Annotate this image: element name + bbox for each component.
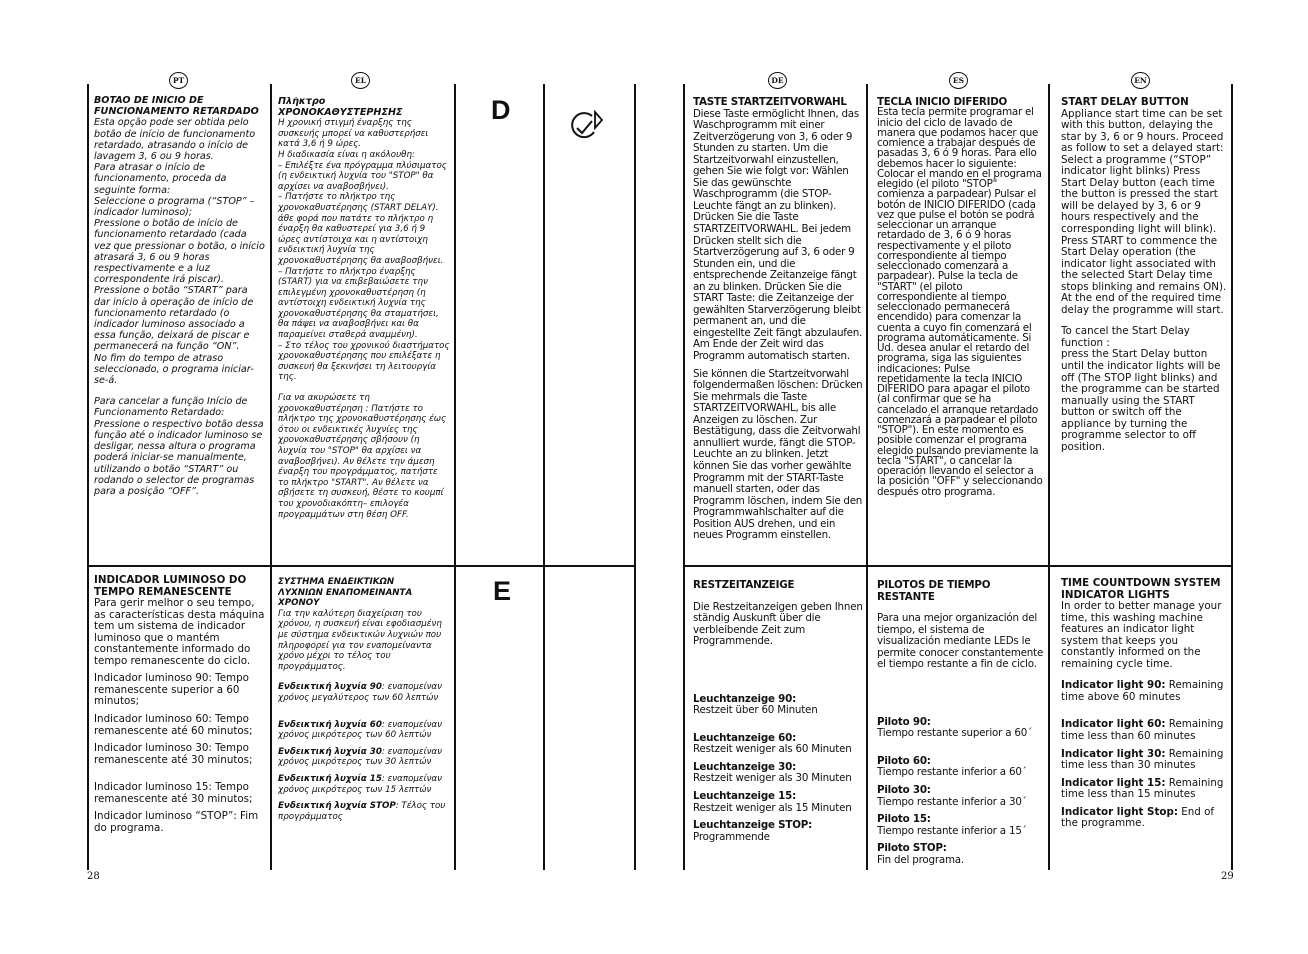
es-light-15-label: Piloto 15: — [877, 813, 931, 826]
es-countdown-section — [877, 580, 1045, 870]
de-light-stop-text: Programmende — [693, 830, 770, 843]
pt-countdown-title-2: TEMPO REMANESCENTE — [94, 585, 232, 598]
en-countdown-title-1: TIME COUNTDOWN SYSTEM — [1061, 578, 1221, 589]
es-light-90-text: Tiempo restante superior a 60´ — [877, 727, 1033, 740]
el-light-90-label: Ενδεικτική λυχνία 90 — [278, 682, 382, 693]
en-delay-p5: To cancel the Start Delay function : — [1061, 325, 1190, 349]
pt-countdown-p1: Para gerir melhor o seu tempo, as características desta máquina tem um sistema de indicador luminoso que o mantém constantemente informado do tempo remanescente do ciclo. — [94, 597, 265, 667]
pt-countdown-title-1: INDICADOR LUMINOSO DO — [94, 575, 247, 586]
rule-el-sec — [454, 84, 456, 870]
rule-right-en — [1231, 84, 1233, 870]
el-delay-p2: Η διαδικασία είναι η ακόλουθη: — [278, 149, 415, 160]
page-number-left: 28 — [87, 871, 100, 882]
es-light-15-text: Tiempo restante inferior a 15´ — [877, 824, 1027, 837]
de-countdown-title: RESTZEITANZEIGE — [693, 580, 795, 591]
el-delay-section — [278, 97, 450, 563]
start-delay-clock-icon — [568, 108, 606, 144]
en-light-15-label: Indicator light 15: — [1061, 776, 1166, 789]
el-light-60-label: Ενδεικτική λυχνία 60 — [278, 719, 382, 730]
el-countdown-p1: Για την καλύτερη διαχείριση του χρόνου, η συσκευή είναι εφοδιασμένη με σύστημα ενδεικτικών λυχνιών που πληροφορεί για τον εναπομείναντα χρόνο μέχρι το τέλος του προγράμματος. — [278, 608, 442, 672]
el-delay-title-1: Πλήκτρο — [278, 97, 326, 107]
pt-delay-p7: Para cancelar a função Início de Funcionamento Retardado: Pressione o respectivo botão dessa função até o indicador luminoso se desligar, nessa altura o programa poderá iniciar-se manualmente, utilizando o botão “START” ou rodando o selector de programas para a posição “OFF”. — [94, 396, 264, 497]
de-light-90-label: Leuchtanzeige 90: — [693, 692, 797, 705]
de-light-90-text: Restzeit über 60 Minuten — [693, 704, 818, 717]
rule-left-page-edge — [634, 84, 636, 870]
de-delay-section — [693, 97, 863, 563]
es-countdown-p1: Para una mejor organización del tiempo, el sistema de visualización mediante LEDs le permite conocer constantemente el tiempo restante a fin de ciclo. — [877, 612, 1044, 671]
page-number-right: 29 — [1221, 871, 1234, 882]
en-light-30-text: Remaining time less than 30 minutes — [1061, 747, 1224, 772]
es-light-60-label: Piloto 60: — [877, 754, 931, 767]
el-light-60-text: : εναπομείναν χρόνος μικρότερος των 60 λεπτών — [278, 719, 442, 741]
section-letter-d: D — [491, 95, 511, 125]
de-delay-title: TASTE STARTZEITVORWAHL — [693, 97, 847, 108]
de-countdown-p1: Die Restzeitanzeigen geben Ihnen ständig Auskunft über die verbleibende Zeit zum Programmende. — [693, 600, 863, 648]
en-countdown-section — [1061, 578, 1229, 870]
el-countdown-title-2: ΛΥΧΝΙΩΝ ΕΝΑΠΟΜΕΙΝΑΝΤΑ ΧΡΟΝΟΥ — [278, 587, 413, 609]
lang-badge-en: EN — [1131, 72, 1150, 89]
rule-pt-el — [270, 84, 272, 870]
en-countdown-p1: In order to better manage your time, this washing machine features an indicator light system that keeps you constantly informed on the remaining cycle time. — [1061, 600, 1222, 670]
el-countdown-title-1: ΣΥΣΤΗΜΑ ΕΝΔΕΙΚΤΙΚΩΝ — [278, 577, 395, 587]
es-light-30-text: Tiempo restante inferior a 30´ — [877, 795, 1027, 808]
en-light-stop-label: Indicator light Stop: — [1061, 805, 1178, 818]
de-light-60-label: Leuchtanzeige 60: — [693, 731, 797, 744]
de-light-15-label: Leuchtanzeige 15: — [693, 790, 797, 803]
el-light-30-text: : εναπομείναν χρόνος μικρότερος των 30 λεπτών — [278, 746, 442, 768]
rule-left-pt — [87, 84, 89, 870]
pt-countdown-p5: Indicador luminoso 15: Tempo remanescente até 30 minutos; — [94, 781, 253, 805]
el-countdown-section — [278, 577, 450, 871]
pt-countdown-section — [94, 575, 266, 873]
el-light-30-label: Ενδεικτική λυχνία 30 — [278, 746, 382, 757]
de-delay-p2: Sie können die Startzeitvorwahl folgendermaßen löschen: Drücken Sie mehrmals die Taste STARTZEITVORWAHL, bis alle Anzeigen zu löschen. Zur Bestätigung, dass die Zeitvorwahl annulliert wurde, fängt die STOP-Leuchte an zu blinken. Jetzt können Sie das vorher gewählte Programm mit der START-Taste manuell starten, oder das Programm löschen, indem Sie den Programmwahlschalter auf die Position AUS drehen, und ein neues Programm einstellen. — [693, 367, 863, 542]
el-light-stop-label: Ενδεικτική λυχνία STOP — [278, 801, 396, 812]
de-light-stop-label: Leuchtanzeige STOP: — [693, 819, 813, 832]
el-light-stop-text: : Τέλος του προγράμματος — [278, 801, 446, 822]
en-delay-p6: press the Start Delay button until the indicator lights will be off (The STOP light blinks) and the programme can be started manually using the START button or switch off the appliance by turning the programme selector to off position. — [1061, 348, 1221, 453]
pt-countdown-p3: Indicador luminoso 60: Tempo remanescente até 60 minutos; — [94, 713, 253, 737]
en-light-stop-text: End of the programme. — [1061, 805, 1214, 830]
el-delay-p5: – Πατήστε το πλήκτρο έναρξης (START) για να επιβεβαιώσετε την επιλεγμένη χρονοκαθυστέρηση (η αντίστοιχη ενδεικτική λυχνία της χρονοκαθυστέρησης θα σταματήσει, θα πάψει να αναβοσβήνει και θα παραμείνει σταθερά αναμμένη). — [278, 266, 439, 341]
pt-delay-p1: Esta opção pode ser obtida pelo botão de início de funcionamento retardado, atrasando o início de lavagem 3, 6 ou 9 horas. — [94, 117, 256, 163]
en-light-90-label: Indicator light 90: — [1061, 679, 1166, 692]
en-delay-p2: Select a programme (“STOP” indicator light blinks) Press Start Delay button (each time the button is pressed the start will be delayed by 3, 6 or 9 hours respectively and the corresponding light will blink). — [1061, 153, 1218, 236]
es-countdown-title: PILOTOS DE TIEMPO RESTANTE — [877, 580, 991, 603]
en-light-60-label: Indicator light 60: — [1061, 718, 1166, 731]
en-countdown-title-2: INDICATOR LIGHTS — [1061, 588, 1170, 601]
lang-badge-el: EL — [351, 72, 370, 89]
rule-de-es — [866, 84, 868, 870]
el-delay-p3: – Επιλέξτε ένα πρόγραμμα πλύσιματος (η ενδεικτική λυχνία του "STOP" θα αρχίσει να αναβοσβήνει). — [278, 160, 447, 192]
en-delay-p4: At the end of the required time delay the programme will start. — [1061, 292, 1224, 316]
en-delay-title: START DELAY BUTTON — [1061, 97, 1189, 108]
rule-separator-left — [87, 565, 635, 567]
pt-countdown-p6: Indicador luminoso “STOP”: Fim do programa. — [94, 810, 259, 834]
lang-badge-de: DE — [768, 72, 787, 89]
el-light-15-text: : εναπομείναν χρόνος μικρότερος των 15 λεπτών — [278, 773, 442, 795]
section-letter-e: E — [493, 576, 512, 606]
de-countdown-section — [693, 580, 865, 870]
rule-separator-right — [683, 565, 1233, 567]
de-delay-p1: Diese Taste ermöglicht Ihnen, das Waschprogramm mit einer Zeitverzögerung von 3, 6 oder 9 Stunden zu starten. Um die Startzeitvorwahl einzustellen, gehen Sie wie folgt vor: Wählen Sie das gewünschte Waschprogramm (die STOP-Leuchte fängt an zu blinken). Drücken Sie die Taste STARTZEITVORWAHL. Bei jedem Drücken stellt sich die Startverzögerung auf 3, 6 oder 9 Stunden ein, und die entsprechende Zeitanzeige fängt an zu blinken. Drücken Sie die START Taste: die Zeitanzeige der gewählten Starverzögerung bleibt permanent an, und die eingestellte Zeit fängt abzulaufen. Am Ende der Zeit wird das Programm automatisch starten. — [693, 107, 863, 363]
pt-delay-p2: Para atrasar o início de funcionamento, proceda da seguinte forma: — [94, 162, 227, 196]
rule-es-en — [1048, 84, 1050, 870]
pt-delay-p5: Pressione o botão “START” para dar início à operação de início de funcionamento retardado (o indicador luminoso associado a essa função, deixará de piscar e permanecerá na função “ON”. — [94, 285, 254, 353]
pt-delay-p6: No fim do tempo de atraso seleccionado, o programa iniciar-se-á. — [94, 352, 254, 387]
de-light-60-text: Restzeit weniger als 60 Minuten — [693, 743, 852, 756]
rule-sec-icon — [543, 84, 545, 870]
lang-badge-es: ES — [949, 72, 968, 89]
el-delay-title-2: ΧΡΟΝΟΚΑΘΥΣΤΕΡΗΣΗΣ — [278, 106, 403, 118]
de-light-30-label: Leuchtanzeige 30: — [693, 760, 797, 773]
el-delay-p7: Για να ακυρώσετε τη χρονοκαθυστέρηση : Πατήστε το πλήκτρο της χρονοκαθυστέρησης έως ότου οι ενδεικτικές λυχνίες της χρονοκαθυστέρησης σβήσουν (η λυχνία του "STOP" θα αρχίσει να αναβοσβήνει). Αν θέλετε την άμεση έναρξη του προγράμματος, πατήστε το πλήκτρο "START". Αν θέλετε να σβήσετε τη συσκευή, θέστε το κουμπί του χρονοδιακόπτη– επιλογέα προγραμμάτων στη θέση OFF. — [278, 393, 447, 520]
es-delay-title: TECLA INICIO DIFERIDO — [877, 97, 1007, 108]
rule-right-page-edge — [683, 84, 685, 870]
es-delay-p1: Esta tecla permite programar el inicio del ciclo de lavado de manera que podamos hacer que comience a trabajar después de pasadas 3, 6 ó 9 horas. Para ello debemos hacer lo siguiente: Colocar el mando en el programa elegido (el piloto "STOP" comienza a parpadear) Pulsar el botón de INICIO DIFERIDO (cada vez que pulse el botón se podrá seleccionar un arranque retardado de 3, 6 ó 9 horas respectivamente y el piloto correspondiente al tiempo seleccionado comenzará a parpadear). Pulse la tecla de "START" (el piloto correspondiente al tiempo seleccionado permanecerá encendido) para comenzar la cuenta a cuyo fin comenzará el programa automáticamente. Si Ud. desea anular el retardo del programa, siga las siguientes indicaciones: Pulse repetidamente la tecla INICIO DIFERIDO para apagar el piloto (al confirmar que se ha cancelado el arranque retardado comenzará a parpadear el piloto "STOP"). En este momento es posible comenzar el programa elegido pulsando previamente la tecla "START", o cancelar la operación llevando el selector a la posición "OFF" y seleccionando después otro programa. — [877, 106, 1043, 498]
pt-countdown-p2: Indicador luminoso 90: Tempo remanescente superior a 60 minutos; — [94, 672, 249, 708]
el-light-90-text: : εναπομείναν χρόνος μεγαλύτερος των 60 λεπτών — [278, 682, 442, 703]
en-light-60-text: Remaining time less than 60 minutes — [1061, 718, 1224, 743]
pt-delay-p3: Seleccione o programa (“STOP” – indicador luminoso); — [94, 195, 255, 219]
es-light-60-text: Tiempo restante inferior a 60´ — [877, 766, 1027, 779]
lang-badge-pt: PT — [169, 72, 188, 89]
pt-delay-title-1: BOTÃO DE INÍCIO DE — [94, 95, 204, 106]
pt-delay-title-2: FUNCIONAMENTO RETARDADO — [94, 106, 259, 118]
es-delay-section — [877, 97, 1044, 557]
en-light-15-text: Remaining time less than 15 minutes — [1061, 776, 1224, 801]
es-light-30-label: Piloto 30: — [877, 784, 931, 797]
el-light-15-label: Ενδεικτική λυχνία 15 — [278, 773, 382, 784]
el-delay-p4: – Πατήστε το πλήκτρο της χρονοκαθυστέρησης (START DELAY). άθε φορά που πατάτε το πλήκτρο η έναρξη θα καθυστερεί για 3,6 ή 9 ώρες αντίστοιχα και η αντίστοιχη ενδεικτική λυχνία της χρονοκαθυστέρησης θα αναβοσβήνει. — [278, 192, 444, 266]
el-delay-p6: – Στο τέλος του χρονικού διαστήματος χρονοκαθυστέρησης που επιλέξατε η συσκευή θα ξεκινήσει τη λειτουργία της. — [278, 340, 450, 383]
el-delay-p1: Η χρονική στιγμή έναρξης της συσκευής μπορεί να καθυστερήσει κατά 3,6 ή 9 ώρες. — [278, 118, 429, 150]
es-light-stop-text: Fin del programa. — [877, 853, 964, 866]
pt-countdown-p4: Indicador luminoso 30: Tempo remanescente até 30 minutos; — [94, 742, 253, 766]
es-light-stop-label: Piloto STOP: — [877, 842, 947, 855]
es-light-90-label: Piloto 90: — [877, 715, 931, 728]
en-delay-p1: Appliance start time can be set with this button, delaying the star by 3, 6 or 9 hours. Proceed as follow to set a delayed start: — [1061, 107, 1224, 155]
de-light-15-text: Restzeit weniger als 15 Minuten — [693, 801, 852, 814]
en-light-30-label: Indicator light 30: — [1061, 747, 1166, 760]
de-light-30-text: Restzeit weniger als 30 Minuten — [693, 772, 852, 785]
en-light-90-text: Remaining time above 60 minutes — [1061, 679, 1224, 703]
en-delay-section — [1061, 97, 1228, 563]
pt-delay-section — [94, 95, 266, 563]
en-delay-p3: Press START to commence the Start Delay operation (the indicator light associated with the selected Start Delay time stops blinking and remains ON). — [1061, 234, 1227, 293]
pt-delay-p4: Pressione o botão de início de funcionamento retardado (cada vez que pressionar o botão, o início atrasará 3, 6 ou 9 horas respectivamente e a luz correspondente irá piscar). — [94, 218, 265, 286]
